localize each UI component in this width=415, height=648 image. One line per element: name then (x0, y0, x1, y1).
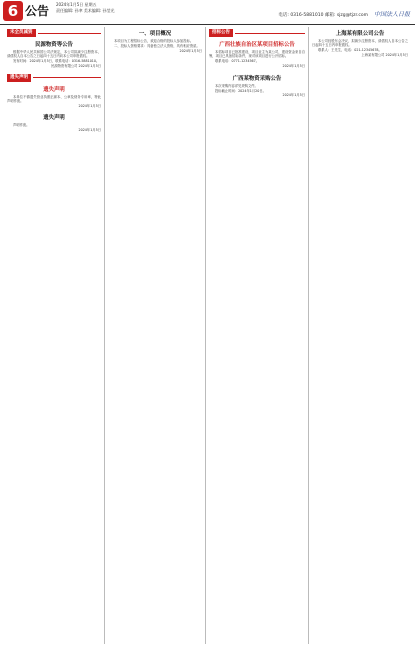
section-tag: 招标公告 (209, 29, 233, 37)
notice-paragraph: 投标截止时间：2024年1月20日。 (215, 88, 266, 93)
notice-title: 遗失声明 (43, 115, 65, 122)
notice-paragraph: 本单位不慎遗失营业执照正副本、公章及财务专用章，特此声明作废。 (7, 94, 101, 104)
notice-section (7, 74, 101, 109)
notice-paragraph: 本招标项目已批准建设，项目业主为某公司，建设资金来自自筹，项目已具备招标条件，现对该项目进行公开招标。 (209, 50, 305, 59)
section-rule (38, 33, 102, 34)
header-contact-info: 电话: 0316-5881010 邮箱: sjzg@tjzr.com (278, 13, 368, 18)
notice-paragraph: 联系电话：0771-1234567。 (215, 59, 260, 64)
notice-signature: 上海某有限公司 2024年1月5日 (361, 53, 408, 58)
section-header-bar (7, 74, 101, 82)
header-contact (278, 9, 410, 18)
notice-section (108, 29, 202, 53)
notice-signature: 2024年1月5日 (179, 48, 202, 53)
section-header-bar (209, 29, 305, 37)
page-number-badge: 6 (3, 1, 23, 21)
notice-paragraph: 本次采购内容详见采购文件。 (215, 83, 258, 88)
notice-signature: 2024年1月5日 (282, 93, 305, 98)
page-section-name: 公告 (25, 4, 50, 18)
notice-paragraph: 根据中华人民共和国公司法规定，本公司拟减少注册资本，请债权人自本公告之日起四十五日内向本公司申报债权。 (7, 50, 101, 59)
notice-signature: 2024年1月5日 (78, 128, 101, 133)
notice-section (209, 29, 305, 69)
column-4 (308, 27, 411, 644)
column-1 (4, 27, 104, 644)
section-rule (33, 77, 101, 78)
header-date: 2024年1月5日 星期五 (56, 2, 97, 7)
notice-title: 民源物资等公告 (35, 42, 73, 48)
notice-section (7, 113, 101, 132)
section-header-bar (7, 29, 101, 37)
notice-title: 一、项目概况 (138, 31, 172, 37)
notice-paragraph: 联系人：王先生，电话：021-12345678。 (318, 48, 382, 53)
notice-section (7, 29, 101, 69)
notice-paragraph: 二、投标人资格要求：具备独立法人资格，具有相应资质。 (114, 43, 200, 48)
notice-paragraph: 本公司经股东会决议，拟减少注册资本，请债权人自本公告之日起四十五日内申报债权。 (312, 39, 408, 48)
notice-paragraph: 本项目为工程招标公告，欢迎合格的投标人参加投标。 (114, 39, 194, 43)
header-editors: 责任编辑: 孙聿 美术编辑: 孙莹光 (56, 7, 115, 13)
notice-signature: 2024年1月5日 (282, 64, 305, 69)
section-tag: 未全员减资 (7, 29, 36, 37)
notice-title: 广西某物资采购公告 (232, 75, 282, 82)
notice-title: 遗失声明 (43, 86, 65, 93)
notice-section (209, 74, 305, 98)
notice-title: 广西壮族自治区某项目招标公告 (219, 42, 295, 48)
notice-signature: 2024年1月5日 (78, 103, 101, 108)
column-3 (205, 27, 308, 644)
newspaper-brand: 中国法人日报 (373, 11, 410, 18)
notice-paragraph: 声明作废。 (13, 123, 30, 128)
section-rule (235, 33, 305, 34)
article-columns (4, 27, 411, 644)
notice-signature: 民源物资有限公司 2024年1月5日 (51, 64, 101, 69)
notice-paragraph: 发布时间：2024年1月5日，联系电话：0316-5881010。 (13, 59, 100, 64)
section-tag: 遗失声明 (7, 74, 31, 82)
notice-section (312, 29, 408, 58)
column-2 (104, 27, 205, 644)
notice-title: 上海某有限公司公告 (335, 31, 385, 37)
page-header (0, 0, 415, 25)
header-meta (56, 2, 115, 13)
